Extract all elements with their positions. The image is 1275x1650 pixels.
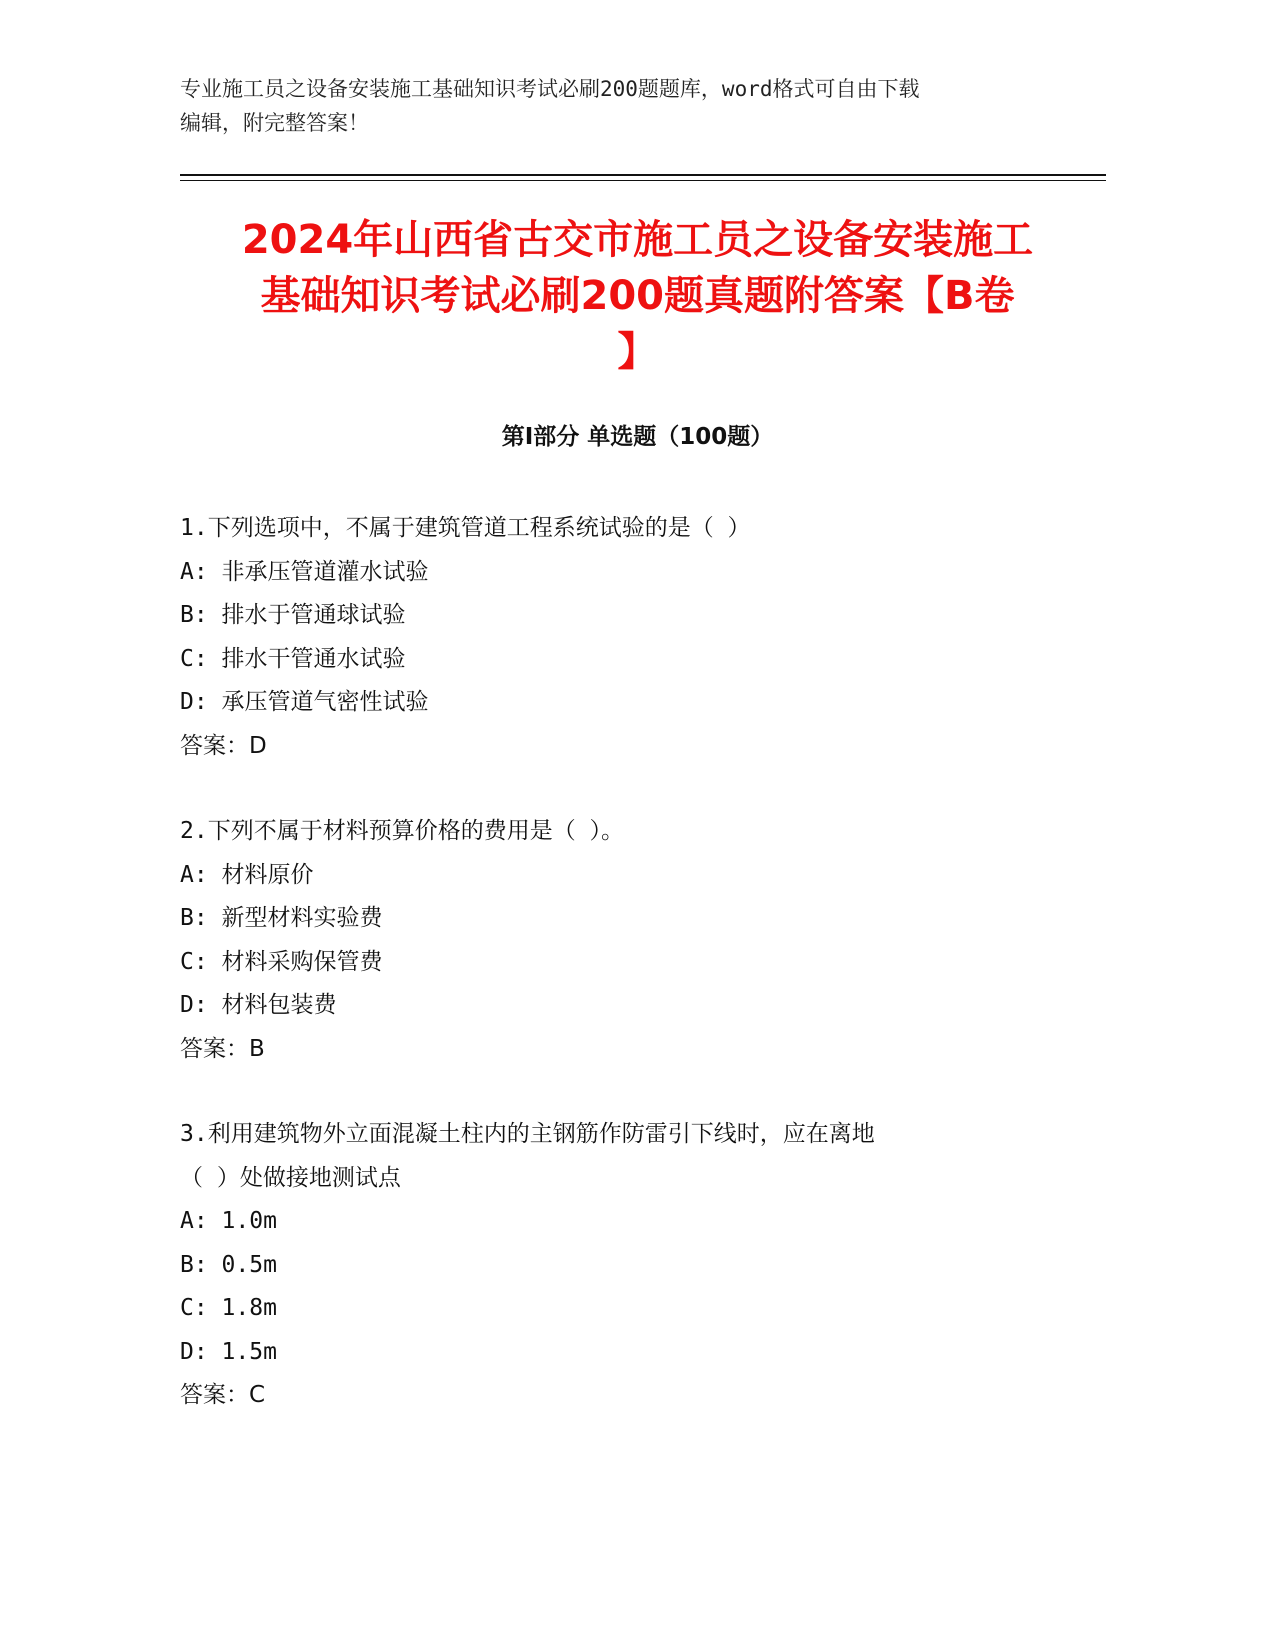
option-a: A: 1.0m — [180, 1208, 277, 1234]
answer-line: 答案：D — [180, 732, 267, 759]
title-line-3: 】 — [617, 329, 658, 375]
option-d: D: 承压管道气密性试验 — [180, 689, 429, 715]
header-divider-thick — [180, 174, 1106, 176]
option-b: B: 新型材料实验费 — [180, 905, 383, 931]
option-b: B: 排水于管通球试验 — [180, 602, 406, 628]
answer-line: 答案：C — [180, 1382, 266, 1408]
option-a: A: 非承压管道灌水试验 — [180, 558, 429, 585]
header-note — [180, 72, 1080, 140]
question-stem — [180, 810, 1110, 854]
question-1 — [180, 507, 1110, 768]
title-line-2: 基础知识考试必刷200题真题附答案【B卷 — [260, 273, 1015, 319]
question-stem — [180, 1113, 1110, 1200]
question-3 — [180, 1113, 1110, 1418]
option-d: D: 1.5m — [180, 1338, 277, 1365]
question-stem-line: 1.下列选项中，不属于建筑管道工程系统试验的是（ ） — [180, 515, 751, 541]
question-stem — [180, 507, 1110, 551]
option-b: B: 0.5m — [180, 1251, 277, 1278]
option-c: C: 1.8m — [180, 1295, 277, 1321]
document-title — [150, 212, 1125, 380]
answer-line: 答案：B — [180, 1035, 265, 1062]
question-stem-line: 3.利用建筑物外立面混凝土柱内的主钢筋作防雷引下线时，应在离地 — [180, 1121, 875, 1147]
option-c: C: 材料采购保管费 — [180, 948, 383, 975]
header-divider-thin — [180, 180, 1106, 181]
question-2 — [180, 810, 1110, 1071]
question-stem-line: （ ）处做接地测试点 — [180, 1164, 401, 1191]
title-line-1: 2024年山西省古交市施工员之设备安装施工 — [241, 217, 1034, 263]
question-list — [180, 507, 1110, 1460]
option-c: C: 排水干管通水试验 — [180, 645, 406, 672]
option-a: A: 材料原价 — [180, 861, 314, 888]
option-d: D: 材料包装费 — [180, 992, 337, 1018]
header-note-line-1: 专业施工员之设备安装施工基础知识考试必刷200题题库，word格式可自由下载 — [180, 77, 920, 101]
question-stem-line: 2.下列不属于材料预算价格的费用是（ ）。 — [180, 818, 625, 844]
header-note-line-2: 编辑，附完整答案！ — [180, 111, 369, 135]
section-heading: 第Ⅰ部分 单选题（100题） — [501, 424, 774, 450]
